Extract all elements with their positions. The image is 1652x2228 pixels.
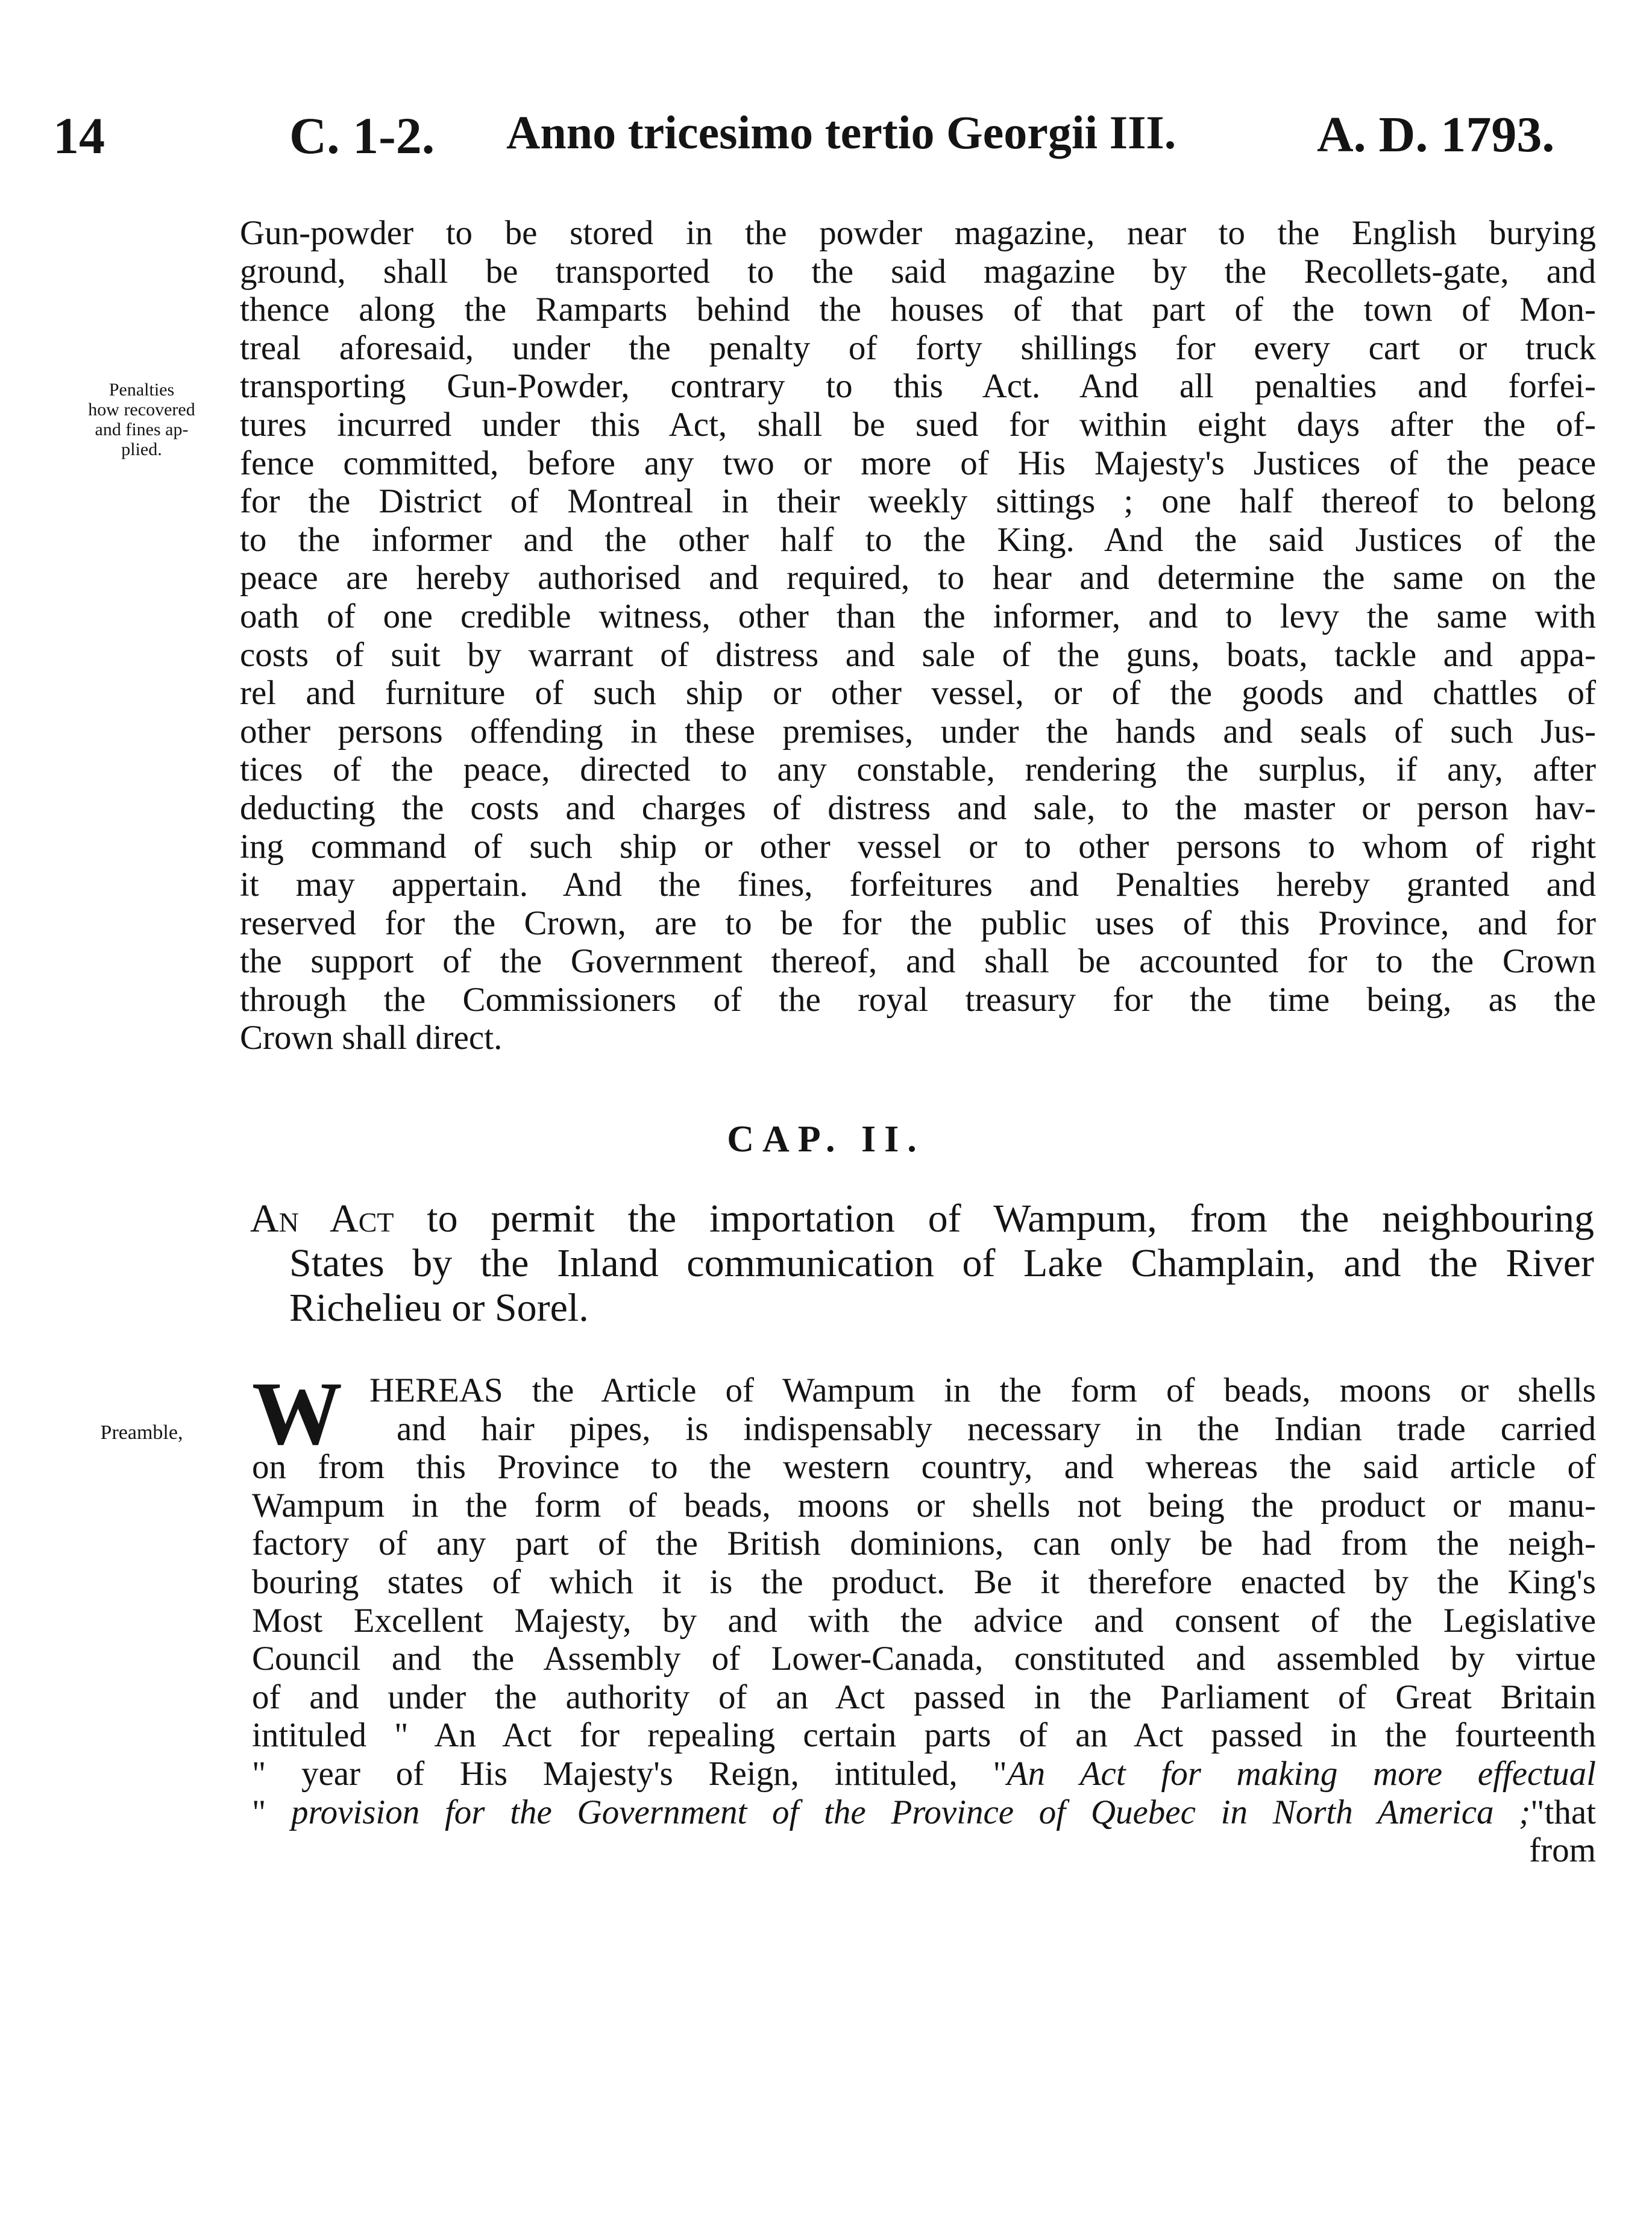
act-title-line: States by the Inland communication of Lake Champlain, and the River [289, 1241, 1594, 1285]
margin-note-penalties [60, 380, 223, 459]
text-line-end: "that [1530, 1793, 1596, 1831]
text-line: Wampum in the form of beads, moons or shells not being the product or manu- [252, 1486, 1596, 1525]
text-line: rel and furniture of such ship or other vessel, or of the goods and chattles of [240, 674, 1596, 713]
text-line: oath of one credible witness, other than the informer, and to levy the same with [240, 597, 1596, 635]
text-line: peace are hereby authorised and required, to hear and determine the same on the [240, 559, 1596, 597]
text-line: other persons offending in these premises, under the hands and seals of such Jus- [240, 712, 1596, 751]
text-line: treal aforesaid, under the penalty of forty shillings for every cart or truck [240, 329, 1596, 367]
running-title: Anno tricesimo tertio Georgii III. [506, 106, 1176, 159]
text-line: Gun-powder to be stored in the powder magazine, near to the English burying [240, 214, 1596, 252]
text-line: and hair pipes, is indispensably necessary in the Indian trade carried [397, 1409, 1596, 1448]
text-line: transporting Gun-Powder, contrary to this Act. And all penalties and forfei- [240, 367, 1596, 406]
text-line: costs of suit by warrant of distress and sale of the guns, boats, tackle and appa- [240, 635, 1596, 674]
text-line: ground, shall be transported to the said magazine by the Recollets-gate, and [240, 252, 1596, 291]
cap-1-continuation-text [240, 214, 1596, 1057]
act-title-line: Richelieu or Sorel. [289, 1286, 589, 1330]
chapter-reference: C. 1-2. [289, 107, 435, 165]
text-line-start: " [252, 1793, 291, 1831]
text-line: Crown shall direct. [240, 1019, 503, 1057]
cap-2-heading: CAP. II. [727, 1119, 925, 1160]
text-line: to the informer and the other half to the King. And the said Justices of the [240, 520, 1596, 559]
act-title-line: to permit the importation of Wampum, from the neighbouring [394, 1197, 1594, 1241]
text-line: it may appertain. And the fines, forfeitures and Penalties hereby granted and [240, 866, 1596, 904]
year-reference: A. D. 1793. [1317, 107, 1555, 163]
margin-note-line: Penalties [108, 380, 175, 400]
margin-note-line: and fines ap- [95, 420, 189, 439]
act-word: An Act [250, 1197, 394, 1241]
text-line-start: " year of His Majesty's Reign, intituled, " [252, 1754, 1007, 1793]
text-line: deducting the costs and charges of distress and sale, to the master or person hav- [240, 788, 1596, 827]
text-line: ing command of such ship or other vessel or to other persons to whom of right [240, 827, 1596, 866]
text-line: through the Commissioners of the royal treasury for the time being, as the [240, 980, 1596, 1019]
catchword: from [1529, 1831, 1596, 1870]
margin-note-line: how recovered [88, 400, 195, 420]
text-line: on from this Province to the western country, and whereas the said article of [252, 1448, 1596, 1487]
text-line: the support of the Government thereof, and shall be accounted for to the Crown [240, 942, 1596, 981]
italic-act-title: An Act for making more effectual [1007, 1754, 1596, 1793]
drop-cap-letter: W [252, 1364, 342, 1464]
italic-act-title: provision for the Government of the Province of Quebec in North America ; [291, 1793, 1531, 1831]
text-line: of and under the authority of an Act passed in the Parliament of Great Britain [252, 1678, 1596, 1716]
text-line: Council and the Assembly of Lower-Canada, constituted and assembled by virtue [252, 1640, 1596, 1678]
text-line: tures incurred under this Act, shall be sued for within eight days after the of- [240, 405, 1596, 444]
text-line: factory of any part of the British dominions, can only be had from the neigh- [252, 1525, 1596, 1563]
cap-2-preamble-text [252, 1364, 1596, 1870]
text-line: fence committed, before any two or more of His Majesty's Justices of the peace [240, 444, 1596, 482]
text-line: for the District of Montreal in their weekly sittings ; one half thereof to belong [240, 482, 1596, 521]
margin-note-preamble: Preamble, [100, 1421, 183, 1444]
text-line: bouring states of which it is the product. Be it therefore enacted by the King's [252, 1562, 1596, 1601]
text-line: thence along the Ramparts behind the houses of that part of the town of Mon- [240, 291, 1596, 329]
margin-note-line: plied. [121, 439, 162, 459]
text-line: reserved for the Crown, are to be for the public uses of this Province, and for [240, 904, 1596, 942]
page-number: 14 [53, 107, 105, 165]
text-line: HEREAS the Article of Wampum in the form of beads, moons or shells [369, 1371, 1596, 1409]
text-line: tices of the peace, directed to any constable, rendering the surplus, if any, after [240, 751, 1596, 789]
page-header [0, 105, 1652, 172]
text-line: intituled " An Act for repealing certain parts of an Act passed in the fourteenth [252, 1716, 1596, 1755]
cap-2-act-title [250, 1197, 1594, 1330]
text-line: Most Excellent Majesty, by and with the advice and consent of the Legislative [252, 1601, 1596, 1640]
